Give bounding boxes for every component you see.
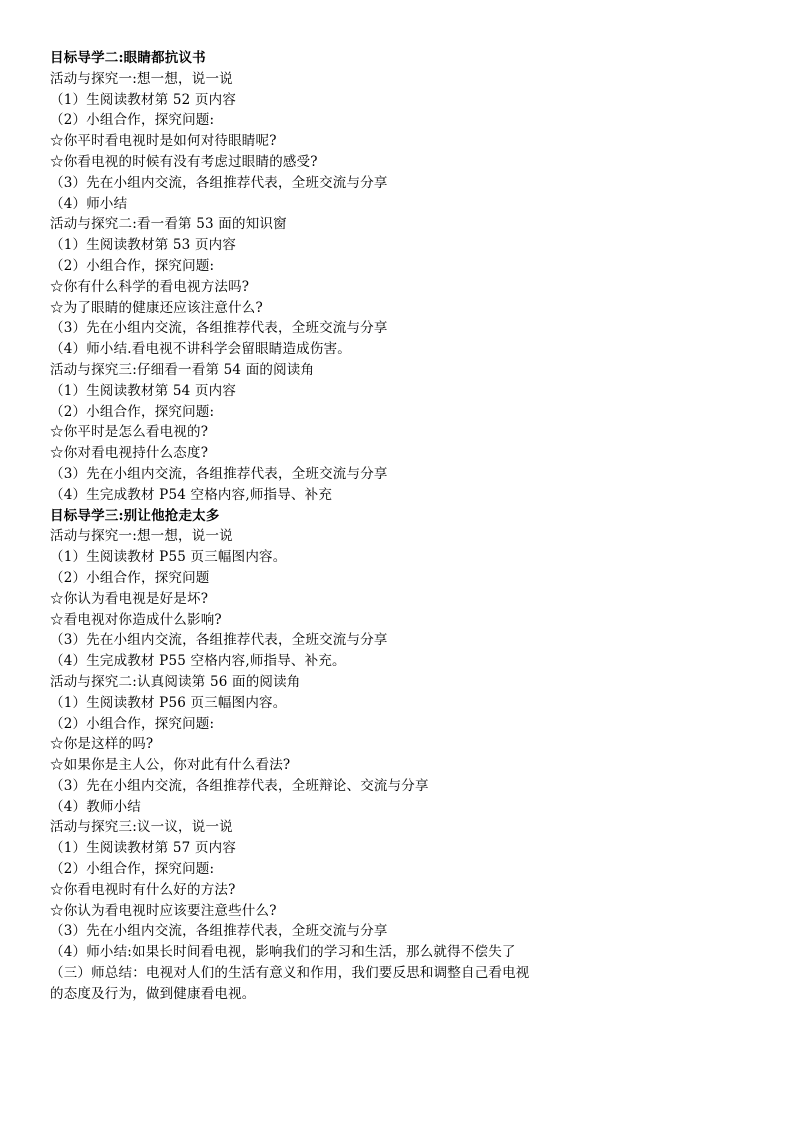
- text-line: ☆你平时是怎么看电视的?: [50, 424, 209, 441]
- text-line: 的态度及行为，做到健康看电视。: [50, 985, 256, 1002]
- text-line: 活动与探究三:议一议，说一说: [50, 819, 233, 836]
- text-line: （1）生阅读教材第 53 页内容: [50, 237, 237, 254]
- text-line: ☆你平时看电视时是如何对待眼睛呢?: [50, 133, 277, 150]
- text-line: （2）小组合作，探究问题: [50, 569, 210, 586]
- text-line: （1）生阅读教材第 57 页内容: [50, 840, 237, 857]
- text-line: （2）小组合作，探究问题:: [50, 715, 215, 732]
- section-heading: 目标导学三:别让他抢走太多: [50, 507, 220, 524]
- text-line: 活动与探究二:看一看第 53 面的知识窗: [50, 216, 287, 233]
- text-line: 活动与探究一:想一想，说一说: [50, 70, 233, 87]
- text-line: （1）生阅读教材第 54 页内容: [50, 382, 237, 399]
- text-line: ☆你认为看电视时应该要注意些什么?: [50, 902, 277, 919]
- text-line: （4）师小结:如果长时间看电视，影响我们的学习和生活，那么就得不偿失了: [50, 944, 516, 961]
- text-line: （2）小组合作，探究问题:: [50, 112, 215, 129]
- text-line: （2）小组合作，探究问题:: [50, 257, 215, 274]
- text-line: ☆你看电视时有什么好的方法?: [50, 881, 236, 898]
- document-page: [50, 48, 750, 1005]
- text-line: （3）先在小组内交流，各组推荐代表，全班交流与分享: [50, 632, 388, 649]
- text-line: ☆为了眼睛的健康还应该注意什么?: [50, 299, 263, 316]
- text-line: （4）师小结: [50, 195, 128, 212]
- text-line: （3）先在小组内交流，各组推荐代表，全班交流与分享: [50, 923, 388, 940]
- text-line: （3）先在小组内交流，各组推荐代表，全班交流与分享: [50, 320, 388, 337]
- text-line: （3）先在小组内交流，各组推荐代表，全班交流与分享: [50, 174, 388, 191]
- text-line: （2）小组合作，探究问题:: [50, 403, 215, 420]
- text-line: 活动与探究三:仔细看一看第 54 面的阅读角: [50, 361, 315, 378]
- text-line: ☆你认为看电视是好是坏?: [50, 590, 209, 607]
- text-line: 活动与探究一:想一想，说一说: [50, 528, 233, 545]
- text-line: ☆看电视对你造成什么影响?: [50, 611, 222, 628]
- text-line: （4）师小结.看电视不讲科学会留眼睛造成伤害。: [50, 341, 351, 358]
- text-line: （3）先在小组内交流，各组推荐代表，全班交流与分享: [50, 465, 388, 482]
- text-line: （1）生阅读教材 P55 页三幅图内容。: [50, 549, 287, 566]
- text-line: ☆你对看电视持什么态度?: [50, 445, 209, 462]
- text-line: 活动与探究二:认真阅读第 56 面的阅读角: [50, 673, 301, 690]
- text-line: ☆你是这样的吗?: [50, 736, 154, 753]
- text-line: ☆你有什么科学的看电视方法吗?: [50, 278, 250, 295]
- text-line: （2）小组合作，探究问题:: [50, 861, 215, 878]
- text-line: （3）先在小组内交流，各组推荐代表，全班辩论、交流与分享: [50, 777, 429, 794]
- text-line: （1）生阅读教材第 52 页内容: [50, 91, 237, 108]
- section-heading: 目标导学二:眼睛都抗议书: [50, 50, 206, 66]
- text-line: （4）生完成教材 P54 空格内容,师指导、补充: [50, 486, 333, 503]
- text-line: （三）师总结：电视对人们的生活有意义和作用，我们要反思和调整自己看电视: [50, 965, 530, 982]
- text-line: （1）生阅读教材 P56 页三幅图内容。: [50, 694, 287, 711]
- text-line: （4）教师小结: [50, 798, 141, 815]
- text-line: ☆你看电视的时候有没有考虑过眼睛的感受?: [50, 153, 318, 170]
- text-line: （4）生完成教材 P55 空格内容,师指导、补充。: [50, 653, 346, 670]
- text-line: ☆如果你是主人公，你对此有什么看法?: [50, 757, 291, 774]
